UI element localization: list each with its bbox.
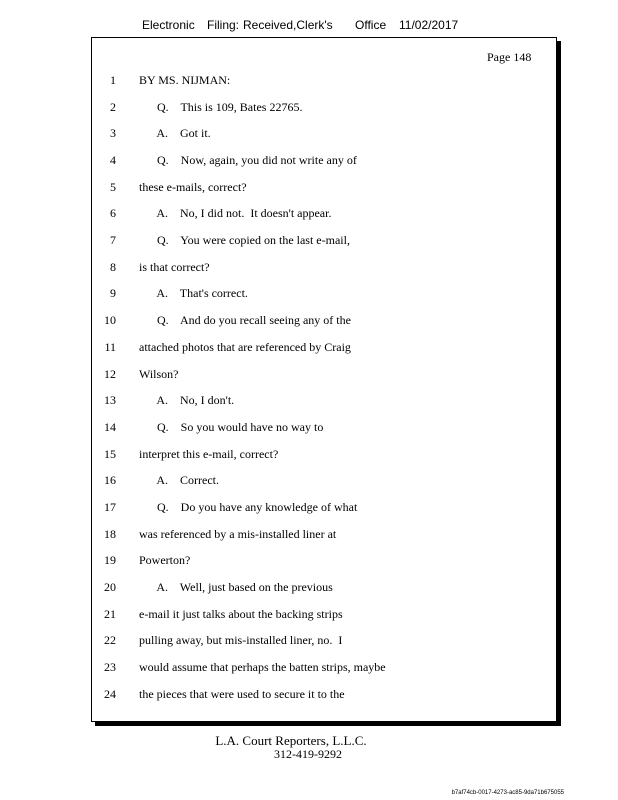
line-text: Q. This is 109, Bates 22765. [139,100,303,114]
header-office: Office [355,18,387,32]
line-number: 7 [110,233,116,247]
filing-header [0,18,618,36]
page-number: Page 148 [487,50,532,64]
line-text: Wilson? [139,367,179,381]
line-text: was referenced by a mis-installed liner at [139,527,337,541]
line-number: 21 [104,607,116,621]
line-text: these e-mails, correct? [139,180,247,194]
line-number: 16 [104,473,116,487]
line-text: pulling away, but mis-installed liner, no. I [139,633,343,647]
line-text: A. That's correct. [139,286,248,300]
line-number: 6 [110,206,116,220]
line-text: Powerton? [139,553,191,567]
line-number: 13 [104,393,116,407]
line-number: 9 [110,286,116,300]
line-text: A. Correct. [139,473,219,487]
line-number: 10 [104,313,116,327]
line-number: 11 [104,340,116,354]
line-text: A. No, I did not. It doesn't appear. [139,206,332,220]
line-text: A. Got it. [139,126,211,140]
line-number: 2 [110,100,116,114]
header-received-clerks: Received,Clerk's [243,18,333,32]
header-date: 11/02/2017 [399,18,459,32]
line-text: the pieces that were used to secure it to the [139,687,345,701]
line-number: 18 [104,527,116,541]
line-text: Q. You were copied on the last e-mail, [139,233,350,247]
line-text: interpret this e-mail, correct? [139,447,279,461]
line-text: Q. And do you recall seeing any of the [139,313,351,327]
line-text: attached photos that are referenced by Craig [139,340,351,354]
line-text: Q. Now, again, you did not write any of [139,153,357,167]
line-number: 4 [110,153,116,167]
line-text: is that correct? [139,260,210,274]
line-number: 12 [104,367,116,381]
line-text: A. No, I don't. [139,393,235,407]
footer-phone: 312-419-9292 [274,747,342,761]
line-number: 3 [110,126,116,140]
line-number: 23 [104,660,116,674]
footer-company: L.A. Court Reporters, L.L.C. [215,733,367,748]
line-text: BY MS. NIJMAN: [139,73,231,87]
line-text: e-mail it just talks about the backing strips [139,607,343,621]
line-number: 14 [104,420,116,434]
header-electronic: Electronic [142,18,195,32]
line-number: 22 [104,633,116,647]
line-number: 17 [104,500,116,514]
line-text: Q. So you would have no way to [139,420,324,434]
line-number: 19 [104,553,116,567]
line-number: 5 [110,180,116,194]
line-number: 8 [110,260,116,274]
line-text: would assume that perhaps the batten strips, maybe [139,660,386,674]
line-text: A. Well, just based on the previous [139,580,333,594]
document-hash: b7af74cb-0017-4273-ac85-9da71b675055 [451,790,564,796]
line-number: 20 [104,580,116,594]
line-number: 15 [104,447,116,461]
header-filing: Filing: [207,18,240,32]
line-number: 24 [104,687,116,701]
line-text: Q. Do you have any knowledge of what [139,500,358,514]
line-number: 1 [110,73,116,87]
